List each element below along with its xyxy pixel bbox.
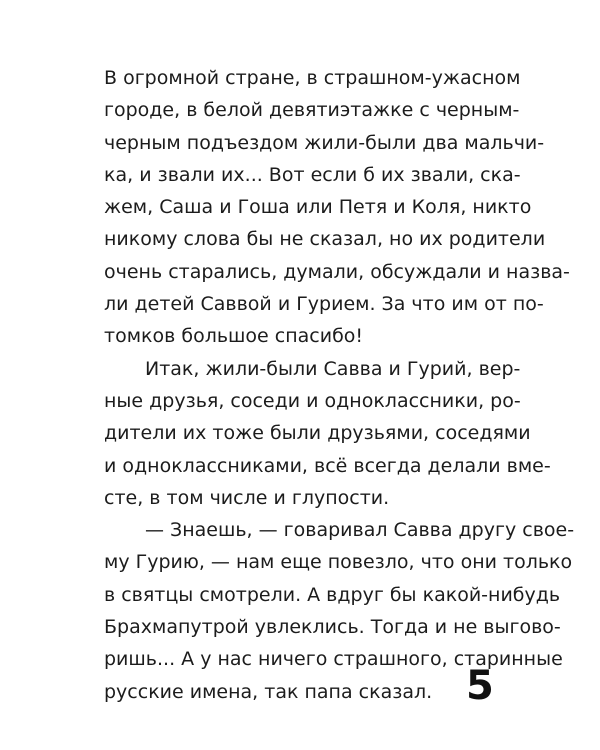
- text-line: Брахмапутрой увлеклись. Тогда и не выгово-: [104, 616, 561, 639]
- text-line: городе, в белой девятиэтажке с черным-: [104, 99, 520, 122]
- text-line: Итак, жили-были Савва и Гурий, вер-: [145, 357, 521, 380]
- text-line: ка, и звали их... Вот если б их звали, ска-: [104, 163, 521, 186]
- body-text: [104, 62, 575, 708]
- paragraph: [104, 62, 570, 353]
- text-line: очень старались, думали, обсуждали и назва-: [104, 260, 570, 283]
- text-line: дители их тоже были друзьями, соседями: [104, 422, 531, 445]
- text-line: никому слова бы не сказал, но их родители: [104, 228, 546, 251]
- text-line: сте, в том числе и глупости.: [104, 486, 390, 509]
- text-line: ли детей Саввой и Гурием. За что им от по-: [104, 293, 544, 316]
- paragraph: [104, 514, 575, 708]
- page-number: 5: [466, 663, 494, 709]
- text-line: и одноклассниками, всё всегда делали вме-: [104, 454, 551, 477]
- text-line: жем, Саша и Гоша или Петя и Коля, никто: [104, 196, 532, 219]
- text-line: русские имена, так папа сказал.: [104, 680, 433, 703]
- text-line: в святцы смотрели. А вдруг бы какой-нибудь: [104, 583, 561, 606]
- text-line: томков большое спасибо!: [104, 325, 364, 348]
- paragraph: [104, 353, 551, 514]
- text-line: черным подъездом жили-были два мальчи-: [104, 131, 545, 154]
- text-line: ришь... А у нас ничего страшного, старинные: [104, 648, 563, 671]
- text-line: ные друзья, соседи и одноклассники, ро-: [104, 389, 521, 412]
- text-line: му Гурию, — нам еще повезло, что они только: [104, 551, 573, 574]
- text-line: — Знаешь, — говаривал Савва другу свое-: [145, 519, 575, 542]
- text-line: В огромной стране, в страшном-ужасном: [104, 67, 521, 89]
